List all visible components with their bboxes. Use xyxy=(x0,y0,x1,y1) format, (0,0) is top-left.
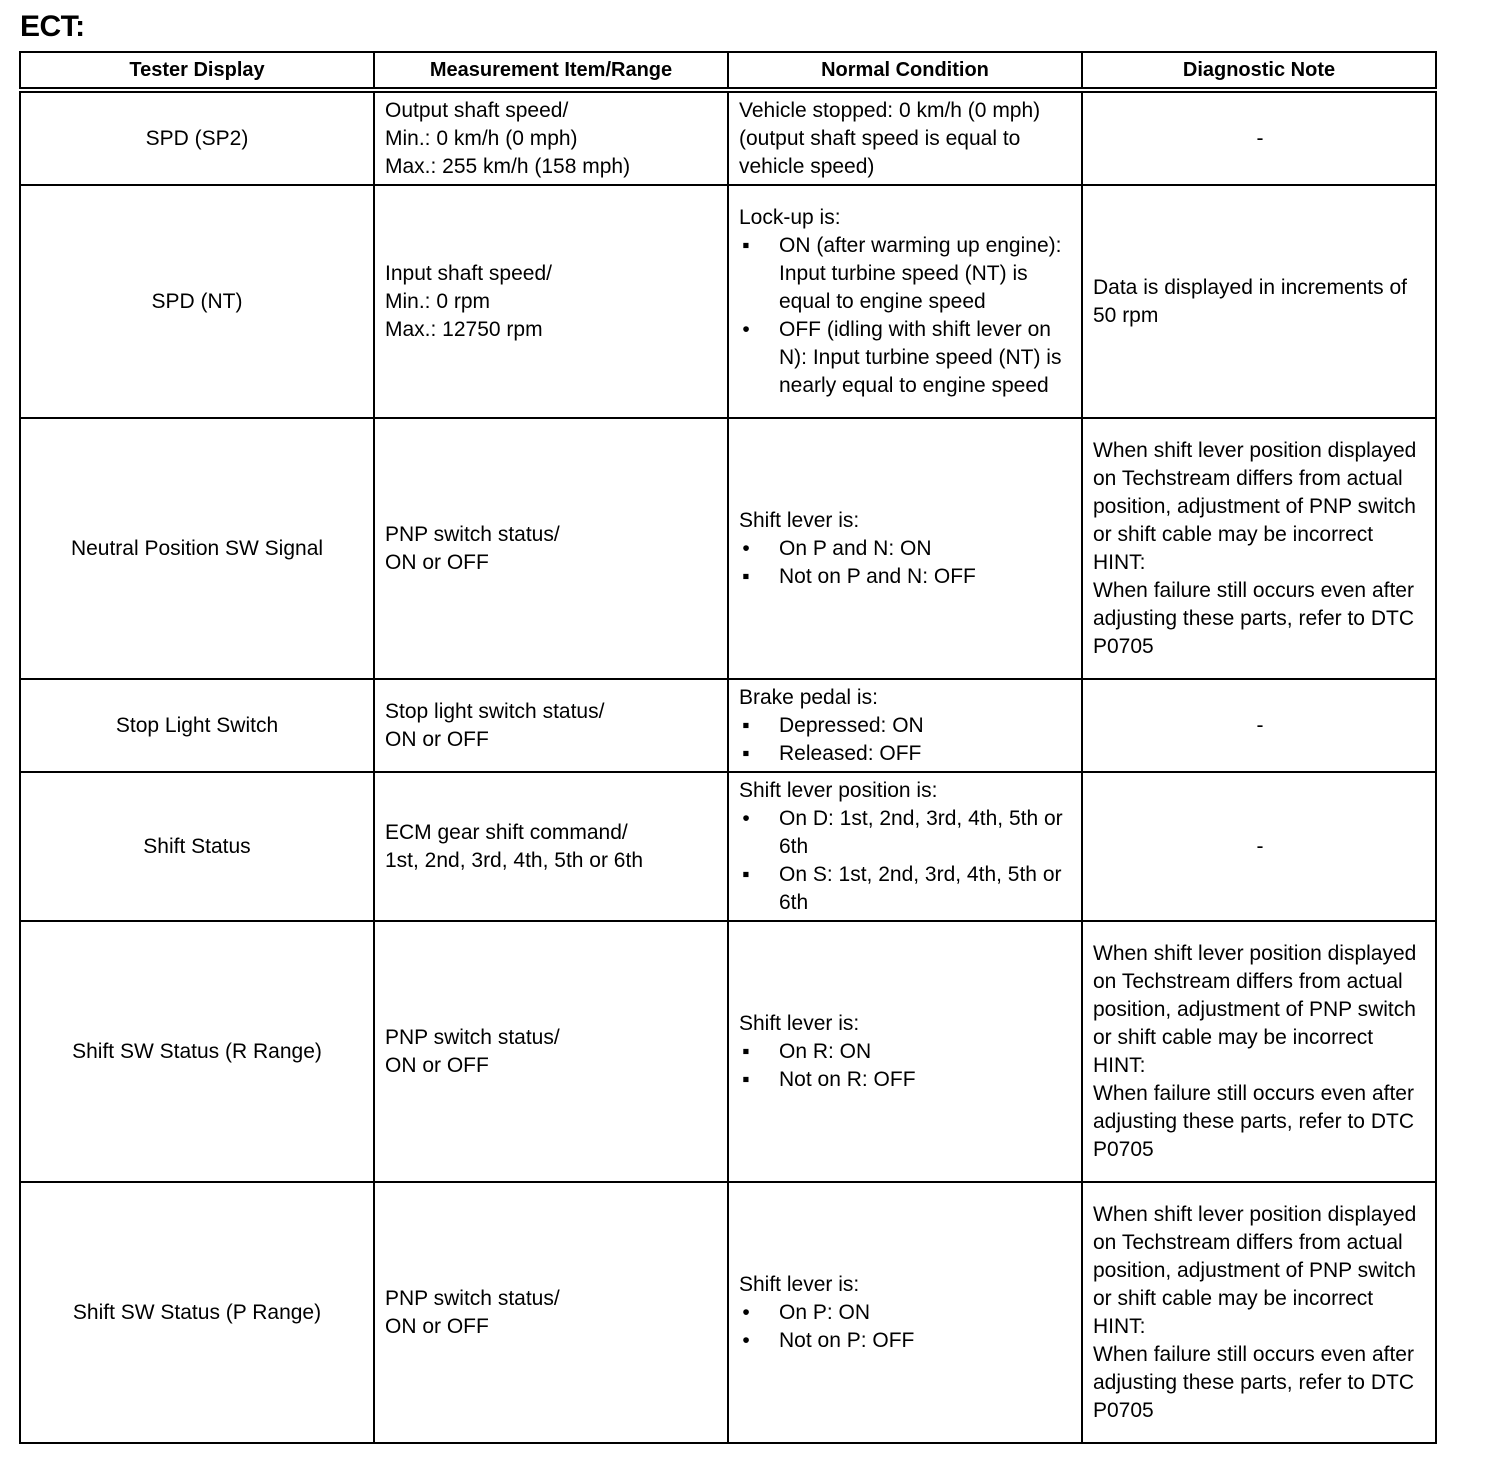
bullet-icon: ▪ xyxy=(742,1039,750,1063)
list-item xyxy=(739,1066,1073,1094)
measurement-cell xyxy=(374,1182,728,1443)
hint-text: When failure still occurs even after adjusting these parts, refer to DTC P0705 xyxy=(1093,1342,1414,1422)
bullet-icon: • xyxy=(742,317,750,341)
table-row xyxy=(20,1182,1436,1443)
diagnostic-note-cell xyxy=(1082,418,1436,679)
condition-heading: Shift lever is: xyxy=(739,1272,860,1296)
bullet-icon: ▪ xyxy=(742,713,750,737)
diagnostic-note-cell: - xyxy=(1082,90,1436,185)
condition-heading: Shift lever is: xyxy=(739,508,860,532)
measurement-line: ECM gear shift command/ xyxy=(385,820,628,844)
tester-display-cell: SPD (SP2) xyxy=(20,90,374,185)
table-row xyxy=(20,185,1436,418)
note-text: When shift lever position displayed on Techstream differs from actual position, adjustment of PNP switch or shift cable may be incorrect xyxy=(1093,438,1417,546)
normal-condition-cell xyxy=(728,418,1082,679)
normal-condition-cell xyxy=(728,679,1082,772)
list-item-text: On P: ON xyxy=(779,1300,871,1324)
list-item-text: Not on P: OFF xyxy=(779,1328,915,1352)
condition-list xyxy=(739,712,1073,768)
list-item xyxy=(739,861,1073,917)
condition-heading: Shift lever position is: xyxy=(739,778,938,802)
hint-text: When failure still occurs even after adjusting these parts, refer to DTC P0705 xyxy=(1093,578,1414,658)
measurement-line: PNP switch status/ xyxy=(385,522,560,546)
diagnostic-note-cell: - xyxy=(1082,679,1436,772)
note-text: When shift lever position displayed on Techstream differs from actual position, adjustment of PNP switch or shift cable may be incorrect xyxy=(1093,941,1417,1049)
list-item-text: Not on R: OFF xyxy=(779,1067,916,1091)
list-item-text: OFF (idling with shift lever on N): Input turbine speed (NT) is nearly equal to engine speed xyxy=(779,317,1062,397)
measurement-line: Max.: 255 km/h (158 mph) xyxy=(385,154,631,178)
normal-condition-cell: Vehicle stopped: 0 km/h (0 mph) (output shaft speed is equal to vehicle speed) xyxy=(728,90,1082,185)
header-diagnostic-note: Diagnostic Note xyxy=(1082,52,1436,90)
bullet-icon: ▪ xyxy=(742,1067,750,1091)
list-item-text: Not on P and N: OFF xyxy=(779,564,976,588)
measurement-line: PNP switch status/ xyxy=(385,1286,560,1310)
list-item-text: On P and N: ON xyxy=(779,536,932,560)
list-item-text: Depressed: ON xyxy=(779,713,924,737)
bullet-icon: • xyxy=(742,536,750,560)
header-normal-condition: Normal Condition xyxy=(728,52,1082,90)
list-item xyxy=(739,805,1073,861)
measurement-cell xyxy=(374,185,728,418)
tester-display-cell: Shift SW Status (R Range) xyxy=(20,921,374,1182)
normal-condition-cell xyxy=(728,772,1082,921)
measurement-line: PNP switch status/ xyxy=(385,1025,560,1049)
bullet-icon: ▪ xyxy=(742,564,750,588)
list-item-text: On R: ON xyxy=(779,1039,872,1063)
list-item xyxy=(739,712,1073,740)
condition-list xyxy=(739,232,1073,400)
measurement-cell xyxy=(374,679,728,772)
condition-list xyxy=(739,1038,1073,1094)
table-row xyxy=(20,90,1436,185)
ect-data-table xyxy=(19,51,1437,1444)
list-item xyxy=(739,1038,1073,1066)
measurement-line: Min.: 0 rpm xyxy=(385,289,491,313)
tester-display-cell: Stop Light Switch xyxy=(20,679,374,772)
diagnostic-note-cell: Data is displayed in increments of 50 rpm xyxy=(1082,185,1436,418)
list-item xyxy=(739,535,1073,563)
list-item-text: Released: OFF xyxy=(779,741,922,765)
measurement-cell xyxy=(374,418,728,679)
header-measurement: Measurement Item/Range xyxy=(374,52,728,90)
condition-heading: Shift lever is: xyxy=(739,1011,860,1035)
measurement-line: ON or OFF xyxy=(385,550,489,574)
list-item-text: On S: 1st, 2nd, 3rd, 4th, 5th or 6th xyxy=(779,862,1062,914)
measurement-cell xyxy=(374,921,728,1182)
bullet-icon: ▪ xyxy=(742,233,750,257)
measurement-cell xyxy=(374,772,728,921)
normal-condition-cell xyxy=(728,1182,1082,1443)
hint-text: When failure still occurs even after adjusting these parts, refer to DTC P0705 xyxy=(1093,1081,1414,1161)
diagnostic-note-cell xyxy=(1082,921,1436,1182)
table-row xyxy=(20,418,1436,679)
diagnostic-note-cell xyxy=(1082,1182,1436,1443)
condition-list xyxy=(739,1299,1073,1355)
bullet-icon: • xyxy=(742,1328,750,1352)
bullet-icon: ▪ xyxy=(742,741,750,765)
list-item xyxy=(739,740,1073,768)
measurement-line: Output shaft speed/ xyxy=(385,98,569,122)
hint-label: HINT: xyxy=(1093,1314,1146,1338)
measurement-line: Max.: 12750 rpm xyxy=(385,317,543,341)
condition-heading: Brake pedal is: xyxy=(739,685,878,709)
tester-display-cell: Shift Status xyxy=(20,772,374,921)
table-row xyxy=(20,921,1436,1182)
table-header-row xyxy=(20,52,1436,90)
list-item-text: On D: 1st, 2nd, 3rd, 4th, 5th or 6th xyxy=(779,806,1063,858)
condition-list xyxy=(739,535,1073,591)
list-item-text: ON (after warming up engine): Input turbine speed (NT) is equal to engine speed xyxy=(779,233,1062,313)
measurement-line: ON or OFF xyxy=(385,1053,489,1077)
tester-display-cell: Shift SW Status (P Range) xyxy=(20,1182,374,1443)
diagnostic-note-cell: - xyxy=(1082,772,1436,921)
page-title: ECT: xyxy=(20,10,85,43)
tester-display-cell: Neutral Position SW Signal xyxy=(20,418,374,679)
list-item xyxy=(739,1299,1073,1327)
note-text: When shift lever position displayed on Techstream differs from actual position, adjustment of PNP switch or shift cable may be incorrect xyxy=(1093,1202,1417,1310)
measurement-cell xyxy=(374,90,728,185)
measurement-line: 1st, 2nd, 3rd, 4th, 5th or 6th xyxy=(385,848,643,872)
measurement-line: Input shaft speed/ xyxy=(385,261,552,285)
measurement-line: Stop light switch status/ xyxy=(385,699,605,723)
tester-display-cell: SPD (NT) xyxy=(20,185,374,418)
measurement-line: ON or OFF xyxy=(385,727,489,751)
bullet-icon: • xyxy=(742,1300,750,1324)
bullet-icon: ▪ xyxy=(742,862,750,886)
normal-condition-cell xyxy=(728,921,1082,1182)
hint-label: HINT: xyxy=(1093,1053,1146,1077)
hint-label: HINT: xyxy=(1093,550,1146,574)
bullet-icon: • xyxy=(742,806,750,830)
normal-condition-cell xyxy=(728,185,1082,418)
list-item xyxy=(739,232,1073,316)
list-item xyxy=(739,1327,1073,1355)
table-row xyxy=(20,772,1436,921)
condition-heading: Lock-up is: xyxy=(739,205,841,229)
list-item xyxy=(739,563,1073,591)
list-item xyxy=(739,316,1073,400)
condition-list xyxy=(739,805,1073,917)
header-tester-display: Tester Display xyxy=(20,52,374,90)
measurement-line: Min.: 0 km/h (0 mph) xyxy=(385,126,578,150)
measurement-line: ON or OFF xyxy=(385,1314,489,1338)
table-row xyxy=(20,679,1436,772)
